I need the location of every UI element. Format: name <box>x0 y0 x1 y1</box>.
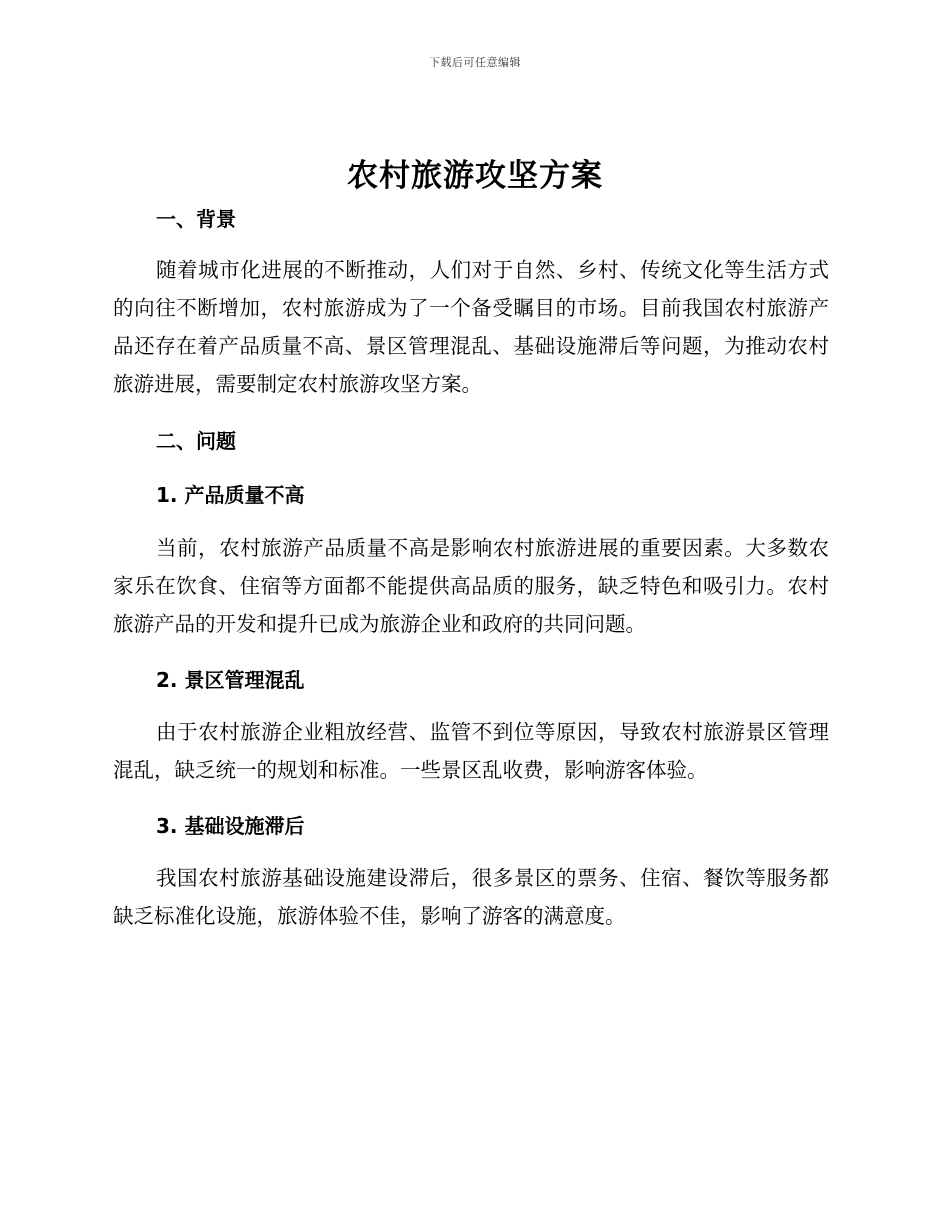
paragraph-background: 随着城市化进展的不断推动，人们对于自然、乡村、传统文化等生活方式的向往不断增加，农村旅游成为了一个备受瞩目的市场。目前我国农村旅游产品还存在着产品质量不高、景区管理混乱、基础设施滞后等问题，为推动农村旅游进展，需要制定农村旅游攻坚方案。 <box>113 258 829 396</box>
subheading-product-quality: 1. 产品质量不高 <box>156 483 305 507</box>
header-note: 下载后可任意编辑 <box>429 56 521 69</box>
paragraph-infrastructure: 我国农村旅游基础设施建设滞后，很多景区的票务、住宿、餐饮等服务都缺乏标准化设施，旅游体验不佳，影响了游客的满意度。 <box>113 866 829 928</box>
section-heading-problems: 二、问题 <box>156 429 236 453</box>
subheading-infrastructure: 3. 基础设施滞后 <box>156 814 305 838</box>
document-title: 农村旅游攻坚方案 <box>347 158 603 194</box>
subheading-scenic-management: 2. 景区管理混乱 <box>156 668 305 692</box>
section-heading-background: 一、背景 <box>156 207 236 231</box>
document-body <box>113 200 829 935</box>
paragraph-product-quality: 当前，农村旅游产品质量不高是影响农村旅游进展的重要因素。大多数农家乐在饮食、住宿等方面都不能提供高品质的服务，缺乏特色和吸引力。农村旅游产品的开发和提升已成为旅游企业和政府的共同问题。 <box>113 536 829 636</box>
paragraph-scenic-management: 由于农村旅游企业粗放经营、监管不到位等原因，导致农村旅游景区管理混乱，缺乏统一的规划和标准。一些景区乱收费，影响游客体验。 <box>113 720 829 782</box>
